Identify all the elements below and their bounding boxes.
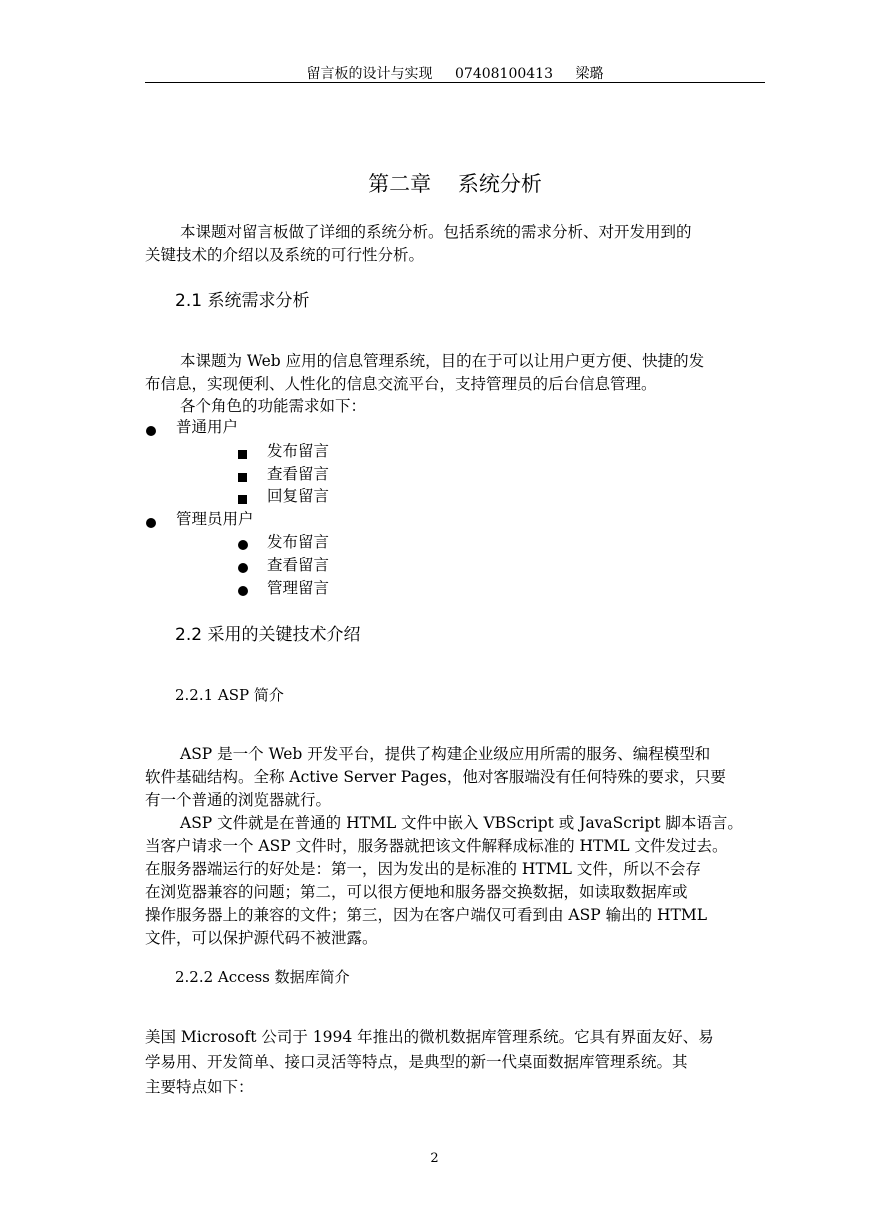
bullet-dot-icon (238, 581, 248, 600)
section-2-1-line: 本课题为 Web 应用的信息管理系统，目的在于可以让用户更方便、快捷的发 (180, 352, 705, 370)
asp-line: 有一个普通的浏览器就行。 (145, 791, 332, 809)
header-rule (145, 82, 765, 83)
chapter-title (145, 168, 765, 198)
asp-line: 在浏览器兼容的问题；第二，可以很方便地和服务器交换数据，如读取数据库或 (145, 883, 688, 901)
bullet-dot-icon (146, 513, 156, 532)
section-2-2-1-heading: 2.2.1 ASP 简介 (175, 686, 284, 704)
access-line: 主要特点如下： (145, 1078, 254, 1096)
bullet-dot-icon (146, 421, 156, 440)
asp-line: 软件基础结构。全称 Active Server Pages，他对客服端没有任何特殊的要求，只要 (145, 768, 726, 786)
bullet-dot-icon (238, 558, 248, 577)
page-number: 2 (430, 1151, 439, 1166)
chapter-name: 系统分析 (457, 172, 542, 196)
asp-line: 操作服务器上的兼容的文件；第三，因为在客户端仅可看到由 ASP 输出的 HTML (145, 906, 708, 924)
chapter-number: 第二章 (368, 172, 432, 196)
bullet-square-icon (238, 467, 247, 486)
role-function: 发布留言 (267, 533, 330, 551)
section-2-1-heading: 2.1 系统需求分析 (175, 291, 310, 311)
header-student-id: 07408100413 (455, 66, 553, 82)
asp-line: ASP 是一个 Web 开发平台，提供了构建企业级应用所需的服务、编程模型和 (180, 745, 711, 763)
role-name: 普通用户 (176, 418, 239, 436)
role-function: 管理留言 (267, 579, 330, 597)
asp-line: 文件，可以保护源代码不被泄露。 (145, 929, 378, 947)
role-function: 回复留言 (267, 487, 330, 505)
bullet-dot-icon (238, 535, 248, 554)
asp-line: 在服务器端运行的好处是：第一，因为发出的是标准的 HTML 文件，所以不会存 (145, 860, 701, 878)
intro-line: 本课题对留言板做了详细的系统分析。包括系统的需求分析、对开发用到的 (180, 223, 692, 241)
role-function: 查看留言 (267, 556, 330, 574)
asp-line: 当客户请求一个 ASP 文件时，服务器就把该文件解释成标准的 HTML 文件发过去。 (145, 837, 728, 855)
bullet-square-icon (238, 444, 247, 463)
role-function: 查看留言 (267, 465, 330, 483)
section-2-2-2-heading: 2.2.2 Access 数据库简介 (175, 968, 350, 986)
access-line: 学易用、开发简单、接口灵活等特点，是典型的新一代桌面数据库管理系统。其 (145, 1053, 688, 1071)
intro-line: 关键技术的介绍以及系统的可行性分析。 (145, 246, 425, 264)
header-author: 梁璐 (575, 66, 604, 82)
role-name: 管理员用户 (176, 510, 254, 528)
section-2-2-heading: 2.2 采用的关键技术介绍 (175, 625, 361, 645)
access-line: 美国 Microsoft 公司于 1994 年推出的微机数据库管理系统。它具有界面友好、易 (145, 1028, 714, 1046)
section-2-1-line: 布信息，实现便利、人性化的信息交流平台，支持管理员的后台信息管理。 (145, 375, 657, 393)
bullet-square-icon (238, 489, 247, 508)
role-function: 发布留言 (267, 442, 330, 460)
header-title: 留言板的设计与实现 (306, 66, 433, 82)
asp-line: ASP 文件就是在普通的 HTML 文件中嵌入 VBScript 或 JavaScript 脚本语言。 (180, 814, 743, 832)
roles-intro: 各个角色的功能需求如下： (180, 397, 367, 415)
page-header (145, 63, 765, 83)
